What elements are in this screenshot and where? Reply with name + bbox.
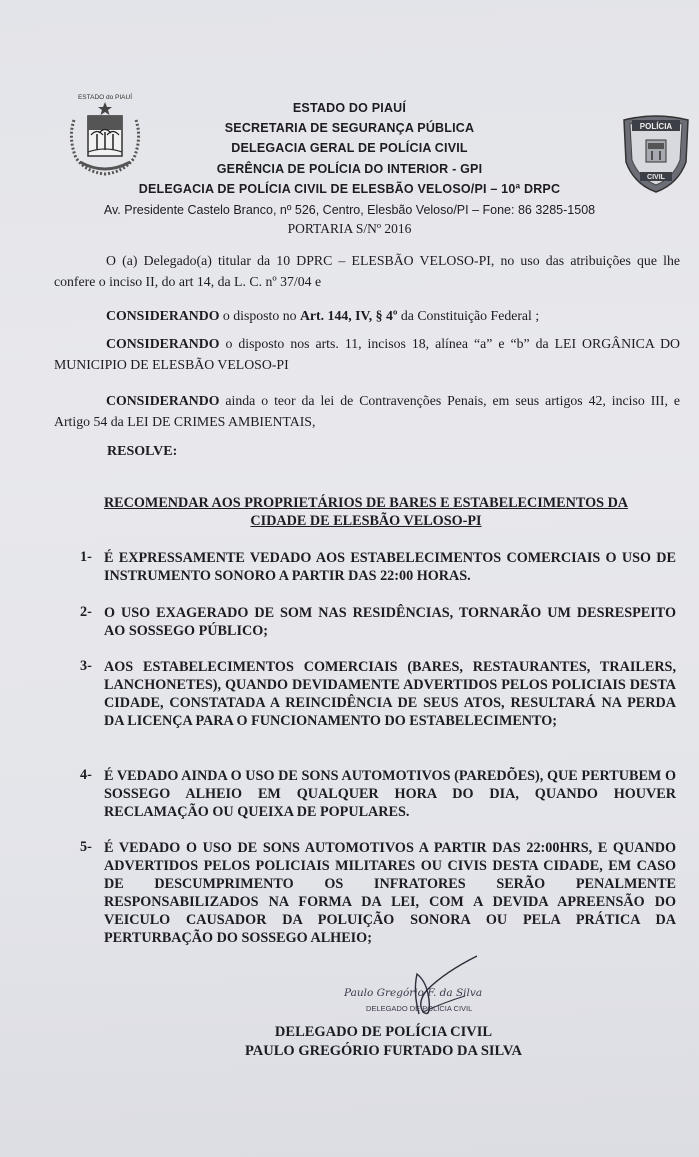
considering-3-text: ainda o teor da lei de Contravenções Penais, em seus artigos 42, inciso III, e Artigo 54 da LEI DE CRIMES AMBIENTAIS, bbox=[54, 393, 680, 429]
item-text: É EXPRESSAMENTE VEDADO AOS ESTABELECIMENTOS COMERCIAIS O USO DE INSTRUMENTO SONORO A PARTIR DAS 22:00 HORAS. bbox=[104, 550, 676, 584]
signature-stamp-role: DELEGADO DE POLÍCIA CIVIL bbox=[366, 1004, 473, 1013]
intro-text: O (a) Delegado(a) titular da 10 DPRC – ELESBÃO VELOSO-PI, no uso das atribuições que lhe confere o inciso II, do art 14, da L. C. nº 37/04 e bbox=[54, 253, 680, 289]
svg-text:ESTADO do PIAUÍ: ESTADO do PIAUÍ bbox=[77, 94, 133, 101]
recommendation-line-1: RECOMENDAR AOS PROPRIETÁRIOS DE BARES E ESTABELECIMENTOS DA bbox=[103, 495, 629, 511]
intro-paragraph bbox=[54, 250, 680, 292]
considering-3 bbox=[54, 390, 680, 432]
header-police-general: DELEGACIA GERAL DE POLÍCIA CIVIL bbox=[231, 141, 468, 155]
signatory-title: DELEGADO DE POLÍCIA CIVIL bbox=[274, 1024, 493, 1040]
header-address: Av. Presidente Castelo Branco, nº 526, Centro, Elesbão Veloso/PI – Fone: 86 3285-1508 bbox=[103, 203, 596, 217]
item-number: 1- bbox=[80, 549, 92, 565]
item-text: É VEDADO O USO DE SONS AUTOMOTIVOS A PARTIR DAS 22:00HRS, E QUANDO ADVERTIDOS PELOS POLICIAIS MILITARES OU CIVIS DESTA CIDADE, EM CASO DE DESCUMPRIMENTO OS INFRATORES SERÃO PENALMENTE RESPONSABILIZADOS NA FORMA DA LEI, COM A DEVIDA APREENSÃO DO VEICULO CAUSADOR DA POLUIÇÃO SONORA OU PELA PRÁTICA DA PERTURBAÇÃO DO SOSSEGO ALHEIO; bbox=[104, 840, 676, 946]
recommendation-title bbox=[60, 494, 672, 530]
signature-stamp-name: Paulo Gregório F. da Silva bbox=[344, 987, 483, 999]
svg-text:CIVIL: CIVIL bbox=[647, 174, 665, 181]
item-text: AOS ESTABELECIMENTOS COMERCIAIS (BARES, RESTAURANTES, TRAILERS, LANCHONETES), QUANDO DEVIDAMENTE ADVERTIDOS PELOS POLICIAIS DESTA CIDADE, CONSTATADA A REINCIDÊNCIA DE SEUS ATOS, RESULTARÁ NA PERDA DA LICENÇA PARA O FUNCIONAMENTO DO ESTABELECIMENTO; bbox=[104, 659, 676, 729]
header-state: ESTADO DO PIAUÍ bbox=[292, 101, 407, 115]
item-text: É VEDADO AINDA O USO DE SONS AUTOMOTIVOS (PAREDÕES), QUE PERTUBEM O SOSSEGO ALHEIO EM QUALQUER HORA DO DIA, QUANDO HOUVER RECLAMAÇÃO OU QUEIXA DE POPULARES. bbox=[104, 768, 676, 820]
considering-1-text: o disposto no bbox=[219, 308, 300, 323]
portaria-number: PORTARIA S/Nº 2016 bbox=[287, 221, 412, 236]
resolve-heading: RESOLVE: bbox=[107, 444, 178, 459]
item-number: 5- bbox=[80, 839, 92, 855]
signatory-name: PAULO GREGÓRIO FURTADO DA SILVA bbox=[245, 1043, 522, 1059]
item-number: 2- bbox=[80, 604, 92, 620]
considering-2-text: o disposto nos arts. 11, incisos 18, alínea “a” e “b” da LEI ORGÂNICA DO MUNICIPIO DE ELESBÃO VELOSO-PI bbox=[54, 336, 680, 372]
considering-label: CONSIDERANDO bbox=[106, 393, 220, 408]
considering-1 bbox=[54, 305, 680, 326]
considering-label: CONSIDERANDO bbox=[106, 336, 220, 351]
header-secretariat: SECRETARIA DE SEGURANÇA PÚBLICA bbox=[224, 121, 475, 135]
item-text: O USO EXAGERADO DE SOM NAS RESIDÊNCIAS, TORNARÃO UM DESRESPEITO AO SOSSEGO PÚBLICO; bbox=[104, 605, 676, 639]
recommendation-line-2: CIDADE DE ELESBÃO VELOSO-PI bbox=[250, 513, 482, 529]
item-number: 3- bbox=[80, 658, 92, 674]
header-interior-management: GERÊNCIA DE POLÍCIA DO INTERIOR - GPI bbox=[216, 162, 483, 176]
svg-text:POLÍCIA: POLÍCIA bbox=[639, 122, 673, 131]
header-precinct: DELEGACIA DE POLÍCIA CIVIL DE ELESBÃO VELOSO/PI – 10ª DRPC bbox=[138, 182, 561, 196]
constitution-reference: Art. 144, IV, § 4º bbox=[299, 308, 398, 323]
considering-2 bbox=[54, 333, 680, 375]
considering-label: CONSIDERANDO bbox=[106, 308, 220, 323]
considering-1-tail: da Constituição Federal ; bbox=[397, 308, 540, 323]
item-number: 4- bbox=[80, 767, 92, 783]
